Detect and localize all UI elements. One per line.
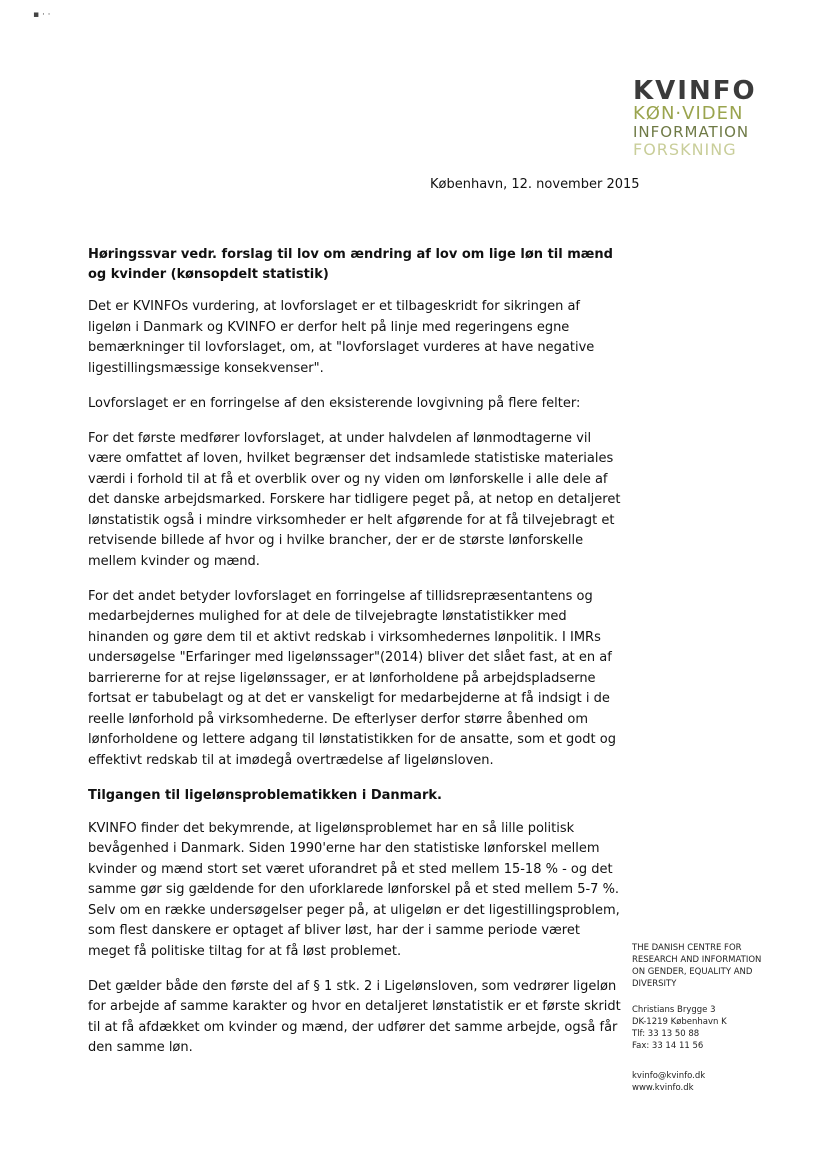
postal-city: DK-1219 København K	[632, 1017, 727, 1027]
logo-line-1: KVINFO	[633, 76, 757, 106]
kvinfo-logo	[633, 78, 763, 158]
letter-title: Høringssvar vedr. forslag til lov om ændring af lov om lige løn til mænd og kvinder (kønsopdelt statistik)	[88, 247, 613, 282]
letter-date: København, 12. november 2015	[430, 177, 640, 192]
org-line: ON GENDER, EQUALITY AND	[632, 967, 753, 977]
paragraph-6: Det gælder både den første del af § 1 stk. 2 i Ligelønsloven, som vedrører ligeløn for arbejde af samme karakter og hvor en detaljeret lønstatistik er et første skridt til at få afdækket om kvinder og mænd, der udfører det samme arbejde, også får den samme løn.	[88, 978, 621, 1055]
letter-body	[88, 245, 623, 1073]
paragraph-1: Det er KVINFOs vurdering, at lovforslaget er et tilbageskridt for sikringen af ligeløn i Danmark og KVINFO er derfor helt på linje med regeringens egne bemærkninger til lovforslaget, om, at "lovforslaget vurderes at have negative ligestillingsmæssige konsekvenser".	[88, 299, 595, 376]
email-link[interactable]: kvinfo@kvinfo.dk	[632, 1071, 706, 1081]
org-line: THE DANISH CENTRE FOR	[632, 943, 742, 953]
web-link[interactable]: www.kvinfo.dk	[632, 1083, 694, 1093]
sidebar-contact	[632, 942, 782, 1094]
paragraph-2: Lovforslaget er en forringelse af den eksisterende lovgivning på flere felter:	[88, 395, 581, 411]
paragraph-4: For det andet betyder lovforslaget en forringelse af tillidsrepræsentantens og medarbejdernes mulighed for at dele de tilvejebragte lønstatistikker med hinanden og gøre dem til et aktivt redskab i virksomhedernes lønpolitik. I IMRs undersøgelse "Erfaringer med ligelønssager"(2014) bliver det slået fast, at en af barriererne for at rejse ligelønssager, er at lønforholdene på arbejdspladserne fortsat er tabubelagt og at det er vanskeligt for medarbejderne at få indsigt i de reelle lønforhold på virksomhederne. De efterlyser derfor større åbenhed om lønforholdene og lettere adgang til lønstatistikken for de ansatte, som et godt og effektivt redskab til at imødegå overtrædelse af ligelønsloven.	[88, 588, 616, 768]
org-line: DIVERSITY	[632, 979, 677, 989]
scan-speck: ▪ · ·	[33, 10, 51, 20]
phone: Tlf: 33 13 50 88	[632, 1029, 700, 1039]
section-heading: Tilgangen til ligelønsproblematikken i Danmark.	[88, 787, 442, 803]
paragraph-5: KVINFO finder det bekymrende, at ligelønsproblemet har en så lille politisk bevågenhed i Danmark. Siden 1990'erne har den statistiske lønforskel mellem kvinder og mænd stort set været uforandret på et sted mellem 15-18 % - og det samme gør sig gældende for den uforklarede lønforskel på et sted mellem 5-7 %. Selv om en række undersøgelser peger på, at uligeløn er det ligestillingsproblem, som flest danskere er optaget af bliver løst, har der i samme periode været meget få politiske tiltag for at få løst problemet.	[88, 820, 620, 959]
org-description	[632, 942, 782, 990]
org-line: RESEARCH AND INFORMATION	[632, 955, 762, 965]
paragraph-3: For det første medfører lovforslaget, at under halvdelen af lønmodtagerne vil være omfattet af loven, hvilket begrænser det indsamlede statistiske materiales værdi i forhold til at få et overblik over og ny viden om lønforskelle i alle dele af det danske arbejdsmarked. Forskere har tidligere peget på, at netop en detaljeret lønstatistik også i mindre virksomheder er helt afgørende for at få tilvejebragt et retvisende billede af hvor og i hvilke brancher, der er de største lønforskelle mellem kvinder og mænd.	[88, 430, 621, 569]
address-block	[632, 1004, 782, 1052]
fax: Fax: 33 14 11 56	[632, 1041, 704, 1051]
logo-line-4: FORSKNING	[633, 140, 737, 159]
logo-line-3: INFORMATION	[633, 123, 750, 141]
logo-line-2: KØN·VIDEN	[633, 103, 744, 124]
street: Christians Brygge 3	[632, 1005, 716, 1015]
